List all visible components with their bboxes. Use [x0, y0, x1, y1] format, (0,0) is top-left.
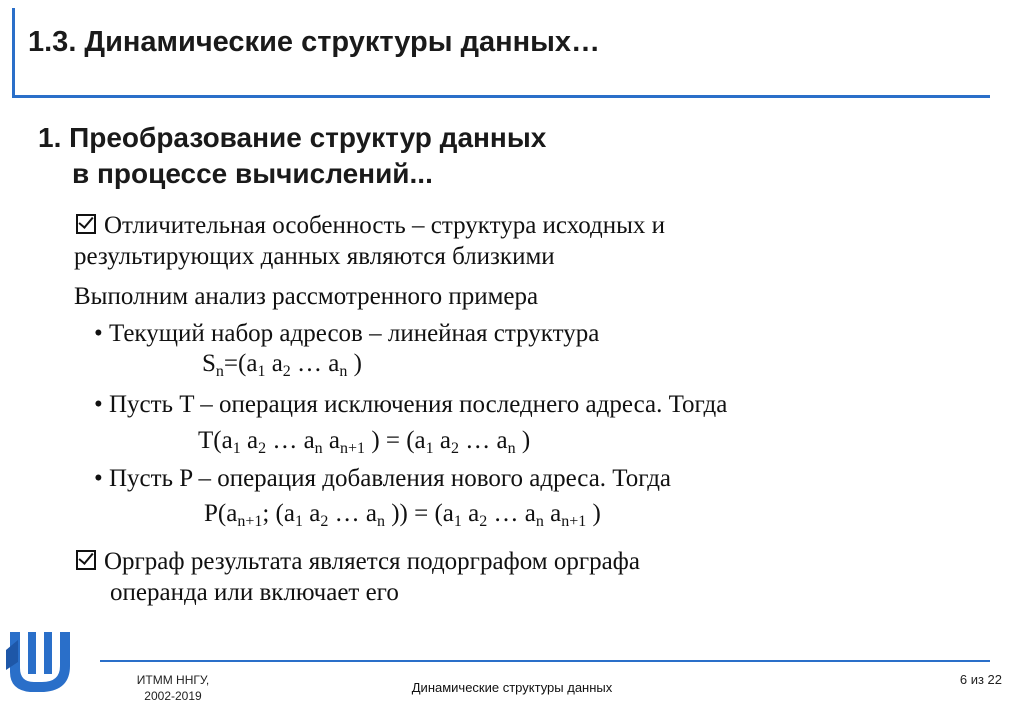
bullet-1: • Текущий набор адресов – линейная структура: [94, 320, 600, 347]
item2-line2: операнда или включает его: [110, 579, 399, 606]
formula-sn: $S_n=(a_1$ $a_2$ … $a_n$ ): [202, 350, 362, 380]
checkbox-icon: [76, 214, 96, 234]
section-heading-line2: в процессе вычислений...: [72, 158, 433, 189]
item1-line2: результирующих данных являются близкими: [74, 243, 555, 270]
footer-org-line1: ИТММ ННГУ,: [136, 673, 210, 687]
footer-title: Динамические структуры данных: [411, 680, 613, 695]
checkbox-item-2: [76, 548, 640, 576]
bullet-3: • Пусть P – операция добавления нового адреса. Тогда: [94, 465, 672, 492]
analysis-text: Выполним анализ рассмотренного примера: [74, 283, 539, 310]
page-number: 6 из 22: [959, 672, 1002, 687]
header-horizontal-rule: [12, 95, 990, 98]
section-heading-line1: 1. Преобразование структур данных: [38, 122, 547, 153]
item2-line1: Орграф результата является подорграфом орграфа: [104, 548, 640, 575]
item1-line1: Отличительная особенность – структура исходных и: [104, 212, 666, 239]
checkbox-item-1: [76, 212, 665, 240]
checkbox-icon: [76, 550, 96, 570]
bullet-2: • Пусть T – операция исключения последнего адреса. Тогда: [94, 391, 728, 418]
slide-title: 1.3. Динамические структуры данных…: [28, 26, 601, 58]
header-vertical-rule: [12, 8, 15, 98]
section-heading: [38, 120, 546, 192]
footer-rule: [100, 660, 990, 662]
formula-t: $T(a_1$ $a_2$ … $a_n$ $a_{n+1}$ ) = ($a_1$ $a_2$ … $a_n$ ): [198, 427, 531, 457]
formula-p: $P(a_{n+1}$; ($a_1$ $a_2$ … $a_n$ )) = ($a_1$ $a_2$ … $a_n$ $a_{n+1}$ ): [204, 500, 601, 530]
footer-org-line2: 2002-2019: [144, 689, 202, 703]
